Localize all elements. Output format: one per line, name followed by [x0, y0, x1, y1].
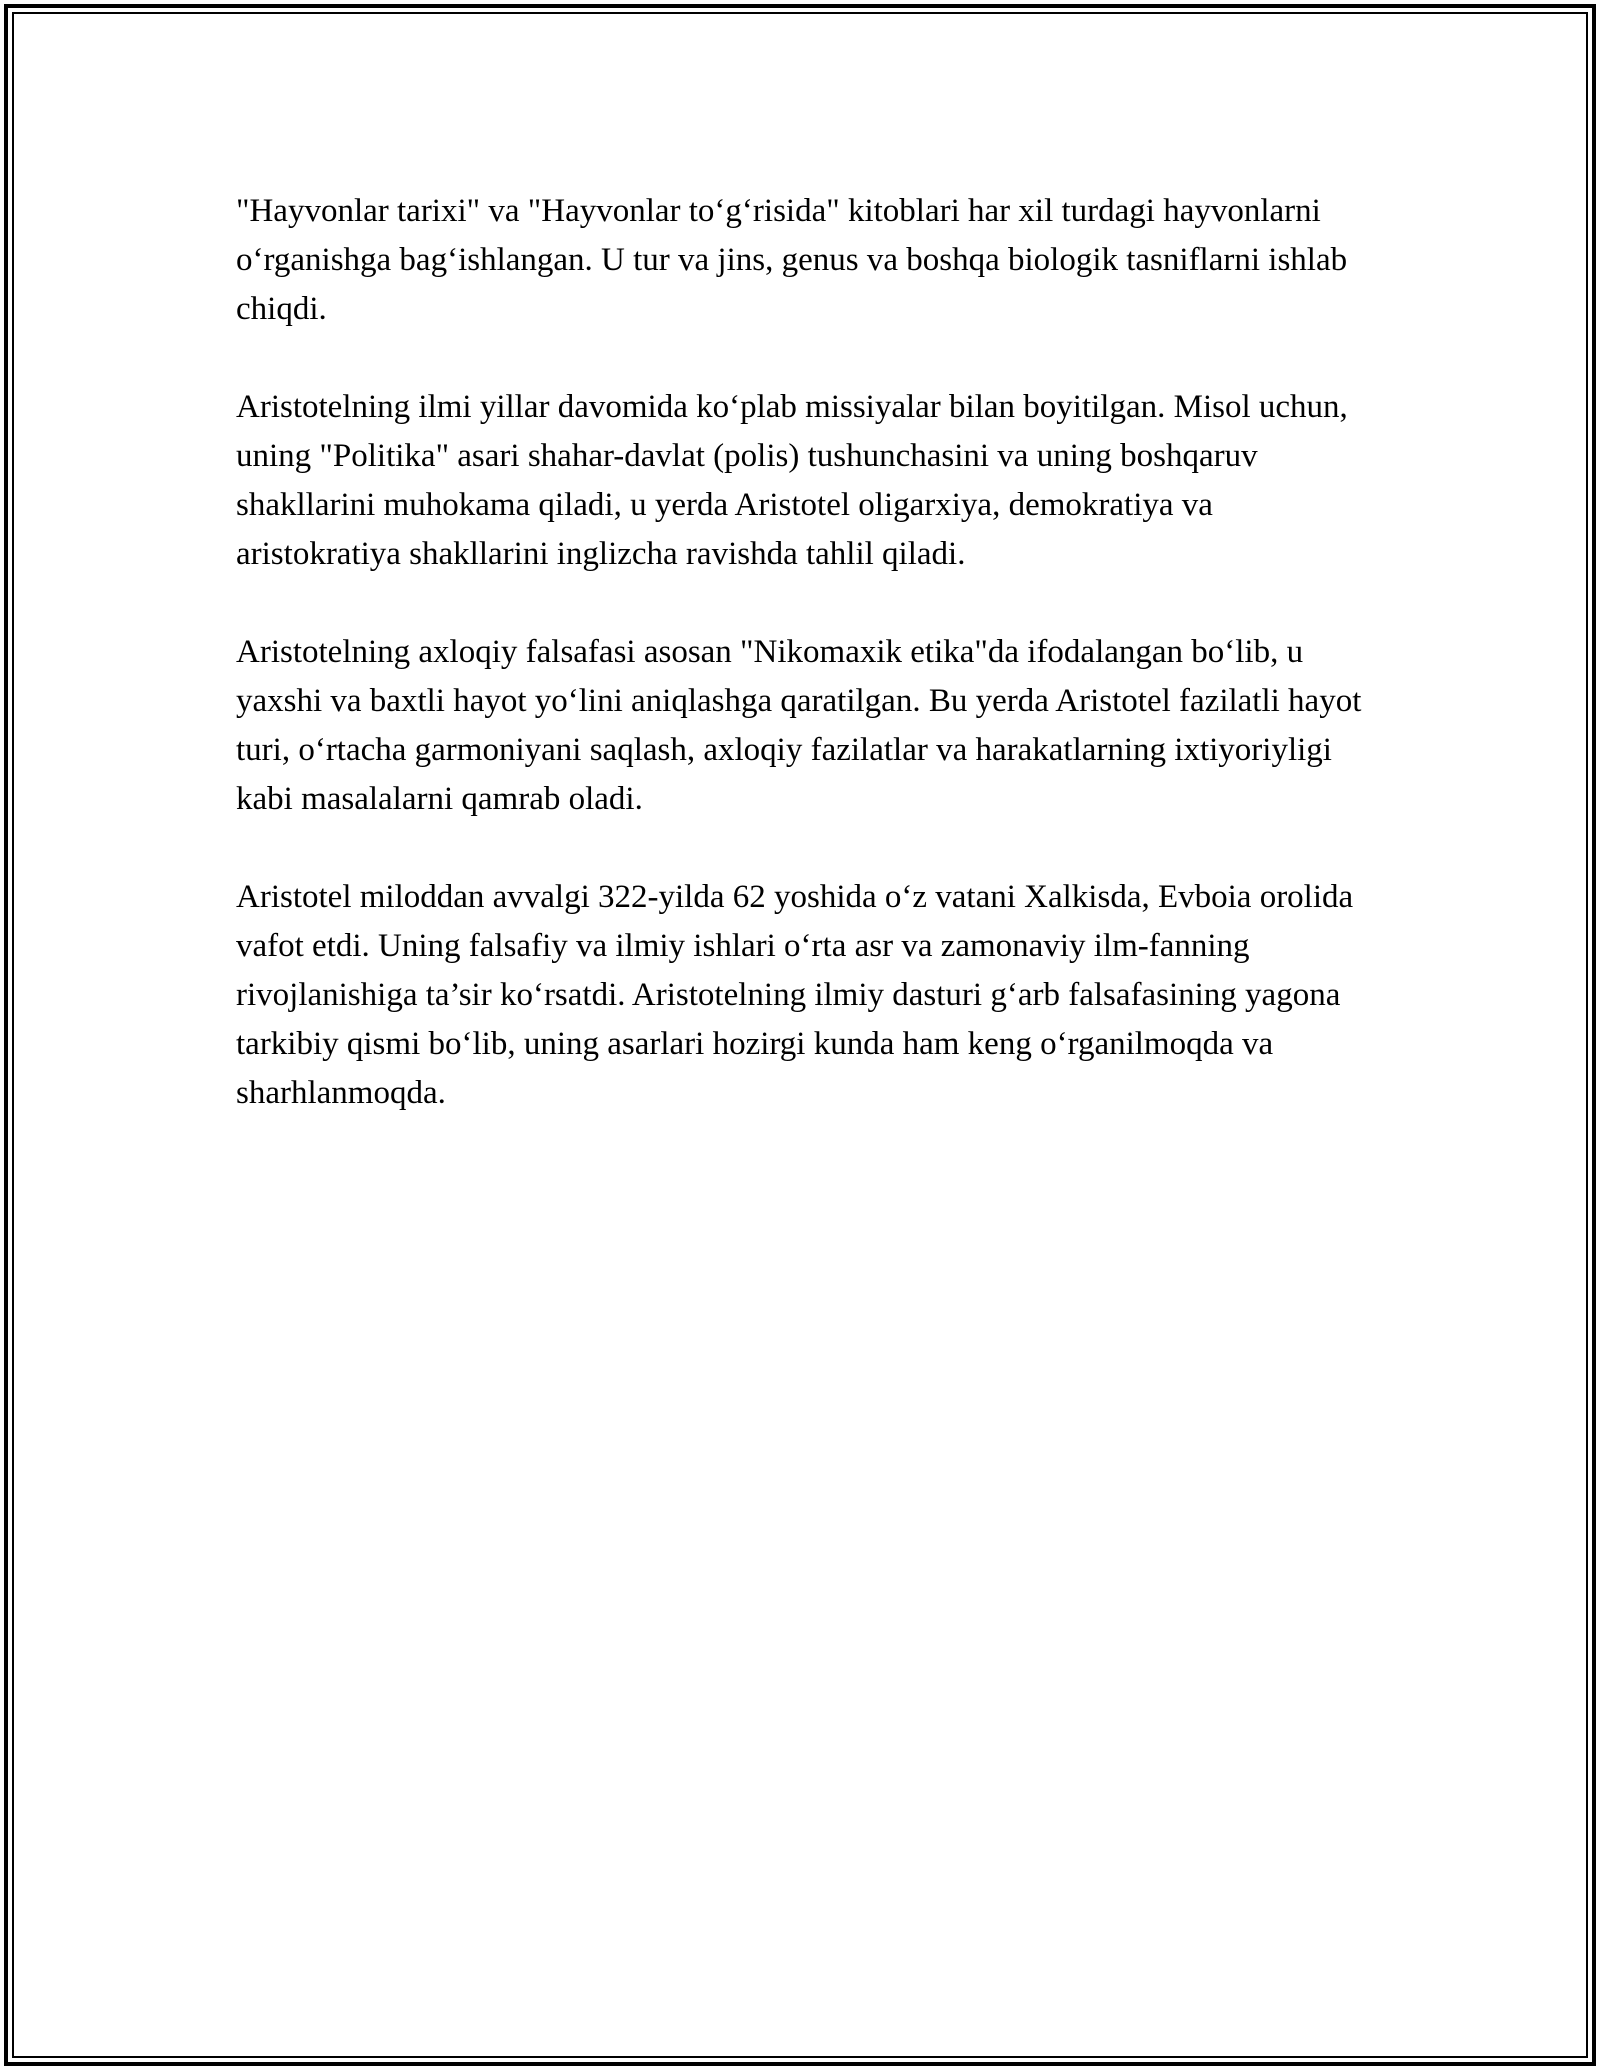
paragraph-politics: Aristotelning ilmi yillar davomida ko‘plab missiyalar bilan boyitilgan. Misol uchun, uning "Politika" asari shahar-davlat (polis) tushunchasini va uning boshqaruv shakllarini muhokama qiladi, u yerda Aristotel oligarxiya, demokratiya va aristokratiya shakllarini inglizcha ravishda tahlil qiladi. — [236, 389, 1348, 572]
paragraph-animals-books: "Hayvonlar tarixi" va "Hayvonlar to‘g‘risida" kitoblari har xil turdagi hayvonlarni o‘rganishga bag‘ishlangan. U tur va jins, genus va boshqa biologik tasniflarni ishlab chiqdi. — [236, 193, 1348, 327]
document-body — [236, 187, 1376, 1118]
paragraph-death-legacy: Aristotel miloddan avvalgi 322-yilda 62 yoshida o‘z vatani Xalkisda, Evboia orolida vafot etdi. Uning falsafiy va ilmiy ishlari o‘rta asr va zamonaviy ilm-fanning rivojlanishiga ta’sir ko‘rsatdi. Aristotelning ilmiy dasturi g‘arb falsafasining yagona tarkibiy qismi bo‘lib, uning asarlari hozirgi kunda ham keng o‘rganilmoqda va sharhlanmoqda. — [236, 879, 1354, 1111]
paragraph-ethics: Aristotelning axloqiy falsafasi asosan "Nikomaxik etika"da ifodalangan bo‘lib, u yaxshi va baxtli hayot yo‘lini aniqlashga qaratilgan. Bu yerda Aristotel fazilatli hayot turi, o‘rtacha garmoniyani saqlash, axloqiy fazilatlar va harakatlarning ixtiyoriyligi kabi masalalarni qamrab oladi. — [236, 634, 1362, 817]
